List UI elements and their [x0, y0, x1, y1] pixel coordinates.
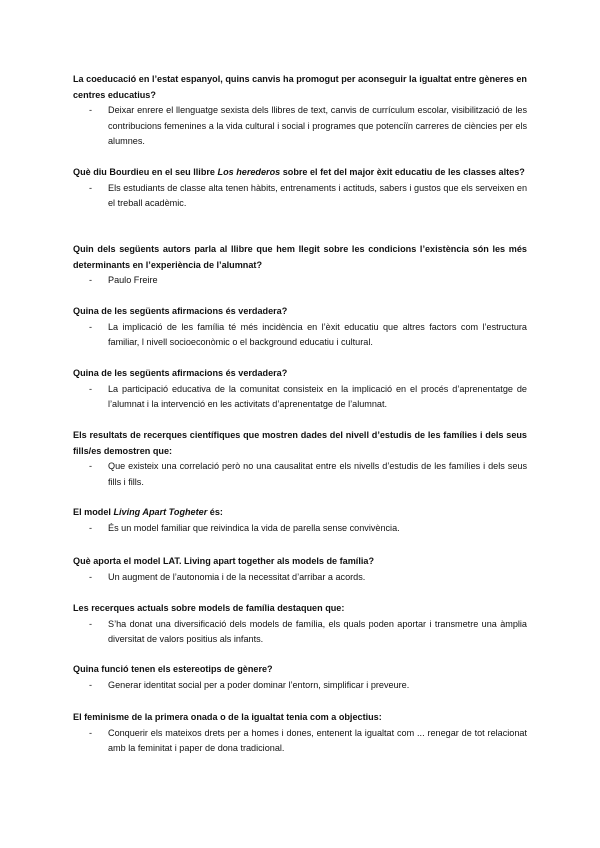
book-title: Los herederos — [217, 167, 281, 177]
answer-text: Un augment de l’autonomia i de la necessitat d’arribar a acords. — [108, 571, 366, 582]
question — [73, 165, 527, 181]
question: Què aporta el model LAT. Living apart together als models de família? — [73, 556, 374, 566]
qa-item-10 — [73, 662, 527, 693]
answer-text: La implicació de les família té més incidència en l’èxit educatiu que altres factors com l’estructura familiar, l nivell socioeconòmic o el background educatiu i cultural. — [108, 321, 527, 347]
bullet-dash: - — [89, 275, 93, 285]
model-name: Living Apart Togheter — [113, 507, 208, 517]
bullet-dash: - — [89, 321, 93, 332]
question: Quina funció tenen els estereotips de gènere? — [73, 664, 273, 674]
qa-item-3 — [73, 242, 527, 289]
bullet-dash: - — [89, 105, 93, 115]
answer — [73, 617, 527, 648]
question: Les recerques actuals sobre models de família destaquen que: — [73, 603, 345, 613]
question: Quin dels següents autors parla al llibre que hem llegit sobre les condicions l’existència són les més determinants en l’experiència de l’alumnat? — [73, 244, 527, 270]
bullet-dash: - — [89, 679, 93, 690]
question: La coeducació en l’estat espanyol, quins canvis ha promogut per aconseguir la igualtat entre gèneres en centres educatius? — [73, 74, 527, 100]
answer — [73, 181, 527, 212]
bullet-dash: - — [89, 571, 93, 582]
bullet-dash: - — [89, 522, 93, 533]
qa-item-11 — [73, 710, 527, 757]
answer-text: Conquerir els mateixos drets per a homes i dones, entenent la igualtat com ... renegar de tot relacionat amb la feminitat i paper de dona tradicional. — [108, 727, 527, 753]
qa-item-4 — [73, 304, 527, 351]
answer — [73, 459, 527, 490]
answer-text: Deixar enrere el llenguatge sexista dels llibres de text, canvis de currículum escolar, visibilització de les contribucions femenines a la vida cultural i social i programes que potenciïn carreres de ciències per els alumnes. — [108, 105, 527, 146]
question-text: El model — [73, 507, 114, 517]
question: Quina de les següents afirmacions és verdadera? — [73, 368, 288, 378]
question-text: és: — [207, 507, 223, 517]
qa-item-8 — [73, 554, 527, 585]
question: El feminisme de la primera onada o de la igualtat tenia com a objectius: — [73, 712, 382, 722]
answer — [73, 678, 527, 694]
qa-item-2 — [73, 165, 527, 212]
question-text: sobre el fet del major èxit educatiu de les classes altes? — [280, 167, 525, 177]
bullet-dash: - — [89, 727, 93, 738]
answer — [73, 320, 527, 351]
answer — [73, 726, 527, 757]
qa-item-6 — [73, 428, 527, 490]
bullet-dash: - — [89, 383, 93, 394]
answer — [73, 521, 527, 537]
qa-item-5 — [73, 366, 527, 413]
answer-text: Paulo Freire — [108, 275, 158, 285]
answer — [73, 103, 527, 150]
answer-text: La participació educativa de la comunitat consisteix en la implicació en el procés d’aprenentatge de l’alumnat i la intervenció en les activitats d’aprenentatge de l’alumnat. — [108, 383, 527, 409]
bullet-dash: - — [89, 461, 93, 471]
answer-text: S’ha donat una diversificació dels models de família, els quals poden aportar i transmetre una àmplia diversitat de valors positius als infants. — [108, 618, 527, 644]
question: Quina de les següents afirmacions és verdadera? — [73, 306, 288, 316]
qa-item-9 — [73, 601, 527, 648]
answer-text: Generar identitat social per a poder dominar l’entorn, simplificar i preveure. — [108, 679, 410, 690]
bullet-dash: - — [89, 182, 93, 193]
question: Els resultats de recerques científiques que mostren dades del nivell d’estudis de les famílies i dels seus fills/es demostren que: — [73, 430, 527, 456]
question — [73, 505, 527, 521]
answer-text: És un model familiar que reivindica la vida de parella sense convivència. — [108, 522, 400, 533]
answer — [73, 273, 527, 289]
question-text: Què diu Bourdieu en el seu llibre — [73, 167, 218, 177]
answer-text: Que existeix una correlació però no una causalitat entre els nivells d’estudis de les famílies i dels seus fills i fills. — [108, 461, 527, 487]
answer — [73, 382, 527, 413]
bullet-dash: - — [89, 618, 93, 629]
qa-item-1 — [73, 72, 527, 150]
qa-item-7 — [73, 505, 527, 536]
answer — [73, 570, 527, 586]
answer-text: Els estudiants de classe alta tenen hàbits, entrenaments i actituds, sabers i gustos que els serveixen en el treball acadèmic. — [108, 182, 527, 208]
